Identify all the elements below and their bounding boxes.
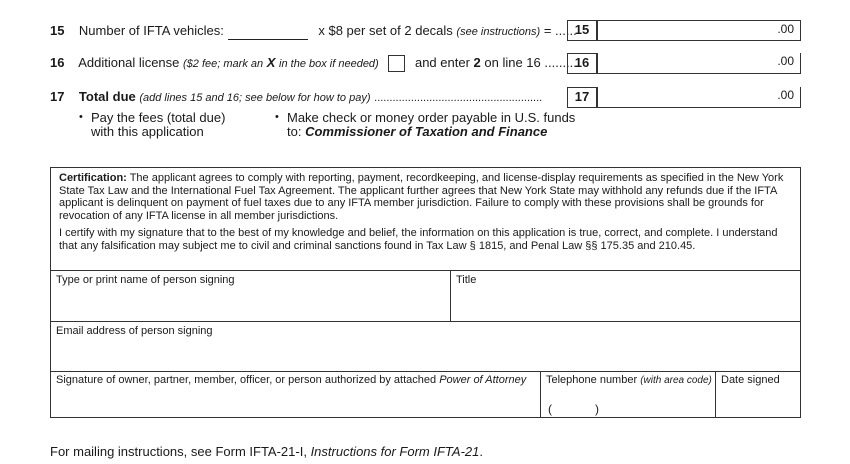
mailing-instructions bbox=[50, 444, 483, 459]
line-17-leader: ....................................................... bbox=[374, 92, 543, 104]
signature-input[interactable] bbox=[51, 372, 540, 417]
line-16 bbox=[50, 55, 577, 72]
certification-para-1: The applicant agrees to comply with reporting, payment, recordkeeping, and license-display requirements as specified in the New York State Tax Law and the International Fuel Tax Agreement. The applicant further agrees that New York State may withhold any refunds due if the IFTA applicant is delinquent on payment of fuel taxes due to any IFTA member jurisdiction. Failure to comply with these provisions shall be grounds for revocation of any IFTA license in all member jurisdictions. bbox=[59, 172, 784, 222]
phone-label bbox=[546, 374, 712, 386]
line-17-number: 17 bbox=[50, 89, 65, 104]
line-16-box: 16 bbox=[567, 53, 597, 74]
footer-form-title: Instructions for Form IFTA-21 bbox=[310, 444, 480, 459]
line-15-label: Number of IFTA vehicles: bbox=[78, 23, 224, 38]
line-17 bbox=[50, 89, 542, 106]
certification-box bbox=[50, 167, 801, 418]
line-16-number: 16 bbox=[50, 55, 65, 70]
certification-paragraph-1 bbox=[59, 172, 791, 222]
additional-license-checkbox[interactable] bbox=[388, 55, 405, 72]
phone-label-note: (with area code) bbox=[640, 375, 712, 386]
signature-label-poa: Power of Attorney bbox=[439, 374, 527, 386]
line-16-enter-post: on line 16 ......... bbox=[484, 55, 577, 70]
date-input[interactable] bbox=[716, 388, 800, 417]
line-15-leader: = ...... bbox=[543, 23, 577, 38]
line-16-note-post: in the box if needed) bbox=[279, 58, 379, 70]
line-16-label: Additional license bbox=[78, 55, 180, 70]
payee-name: Commissioner of Taxation and Finance bbox=[305, 124, 548, 139]
footer-text: For mailing instructions, see Form IFTA-21-I, bbox=[50, 444, 307, 459]
ifta-vehicles-input[interactable] bbox=[228, 27, 308, 40]
email-label: Email address of person signing bbox=[56, 325, 213, 337]
pay-bullet-1-line-1: Pay the fees (total due) bbox=[91, 110, 226, 125]
line-15-calc: x $8 per set of 2 decals bbox=[318, 23, 453, 38]
line-15-box: 15 bbox=[567, 20, 597, 41]
title-label: Title bbox=[456, 274, 477, 286]
line-17-note: (add lines 15 and 16; see below for how to pay) bbox=[139, 92, 371, 104]
phone-input[interactable] bbox=[541, 388, 715, 417]
line-16-note-x: X bbox=[266, 55, 276, 70]
bullet-dot-1: • bbox=[79, 111, 83, 123]
line-17-box: 17 bbox=[567, 87, 597, 108]
line-16-enter-two: 2 bbox=[473, 55, 481, 70]
date-label: Date signed bbox=[721, 374, 780, 386]
pay-bullet-2-line-2 bbox=[287, 124, 547, 139]
line-16-amount[interactable]: .00 bbox=[597, 53, 801, 74]
line-16-note-pre: ($2 fee; mark an bbox=[183, 58, 264, 70]
line-16-enter-pre: and enter bbox=[414, 55, 470, 70]
phone-area-close: ) bbox=[595, 402, 599, 416]
line-15-note: (see instructions) bbox=[456, 26, 541, 38]
pay-bullet-1-line-2: with this application bbox=[91, 124, 204, 139]
line-15-amount[interactable]: .00 bbox=[597, 20, 801, 41]
email-input[interactable] bbox=[51, 322, 800, 370]
line-15 bbox=[50, 23, 577, 40]
title-input[interactable] bbox=[451, 271, 800, 320]
phone-label-text: Telephone number bbox=[546, 374, 638, 386]
name-label: Type or print name of person signing bbox=[56, 274, 235, 286]
certification-heading: Certification: bbox=[59, 172, 127, 184]
pay-bullet-2-line-1: Make check or money order payable in U.S. funds bbox=[287, 110, 576, 125]
line-17-amount[interactable]: .00 bbox=[597, 87, 801, 108]
phone-area-open: ( bbox=[548, 402, 552, 416]
line-17-label: Total due bbox=[78, 89, 136, 104]
line-15-number: 15 bbox=[50, 23, 65, 38]
certification-paragraph-2: I certify with my signature that to the best of my knowledge and belief, the information on this application is true, correct, and complete. I understand that any falsification may subject me to civil and criminal sanctions found in Tax Law § 1815, and Penal Law §§ 175.35 and 210.45. bbox=[59, 227, 778, 252]
pay-to-label: to: bbox=[287, 124, 302, 139]
certification-text bbox=[59, 172, 791, 258]
signature-label-text: Signature of owner, partner, member, officer, or person authorized by attached bbox=[56, 374, 437, 386]
footer-period: . bbox=[479, 444, 483, 459]
bullet-dot-2: • bbox=[275, 111, 279, 123]
name-input[interactable] bbox=[51, 271, 450, 320]
